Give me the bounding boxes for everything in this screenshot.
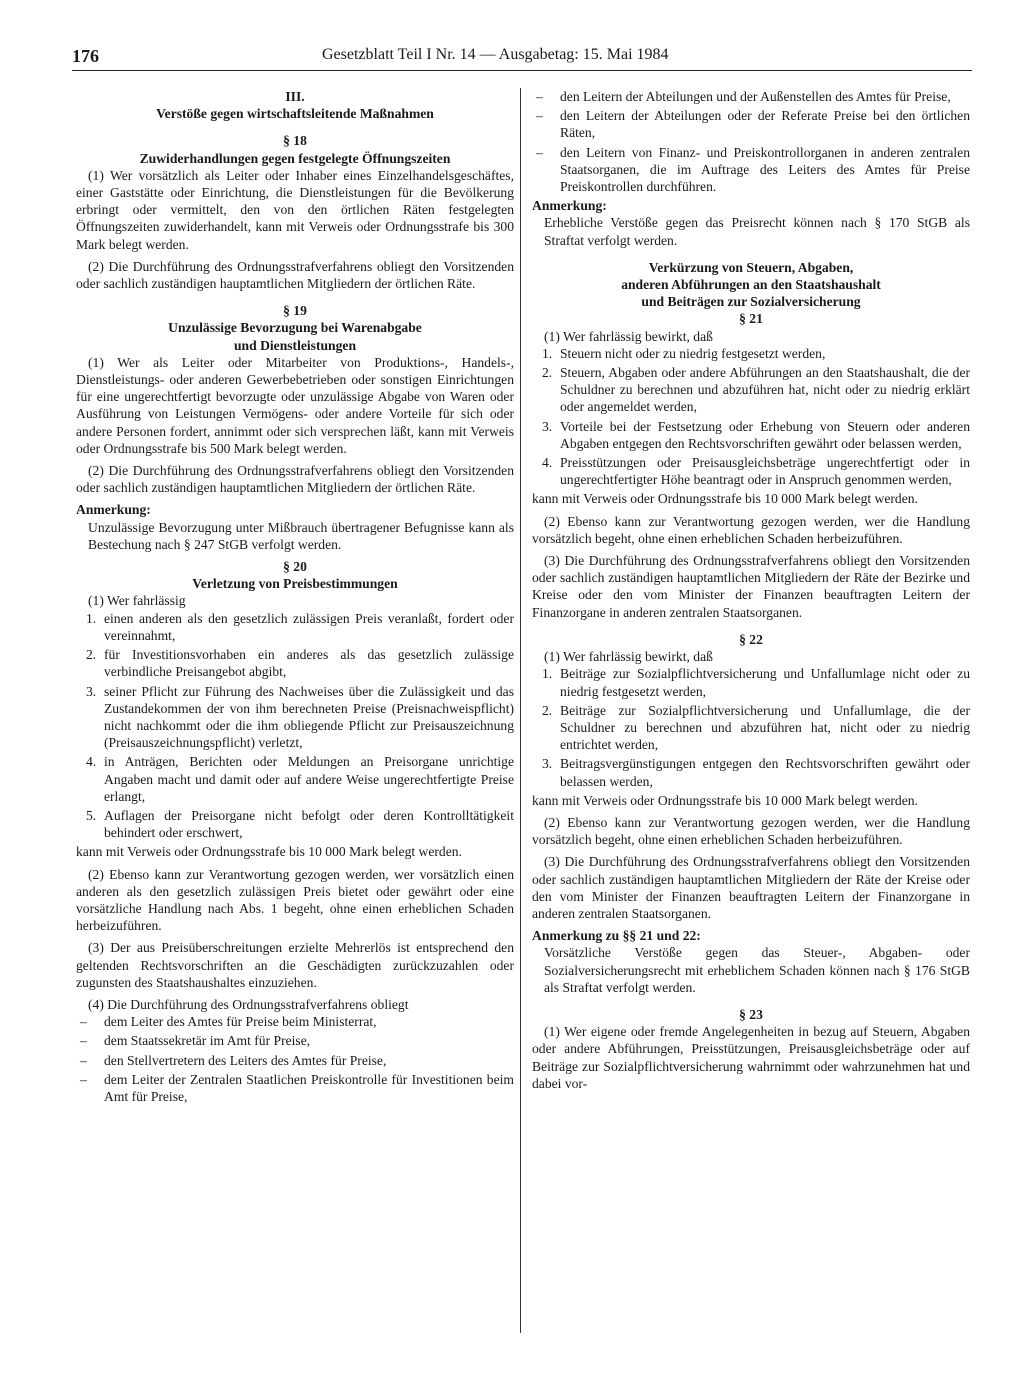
list-item-text: den Leitern von Finanz- und Preiskontrollorganen in anderen zentralen Staatsorganen, die im Auftrage des Leiters des Amtes für Preise Preiskontrollen durchführen.	[560, 144, 970, 195]
section-21-number: § 21	[739, 311, 763, 327]
section-20-paragraph-2: (2) Ebenso kann zur Verantwortung gezogen werden, wer vorsätzlich einen anderen als den gesetzlich zulässigen Preis bietet oder gewährt oder eine vorsätzliche Handlung nach Abs. 1 begeht, ohne einen erheblichen Schaden herbeizuführen.	[76, 866, 514, 934]
section-19-number: § 19	[283, 303, 307, 319]
section-23-number: § 23	[739, 1006, 763, 1022]
list-item	[76, 753, 514, 805]
list-item-text: in Anträgen, Berichten oder Meldungen an Preisorgane unrichtige Angaben macht und damit oder auf andere Weise ungerechtfertigte Preise erlangt,	[104, 754, 514, 804]
list-item	[532, 364, 970, 416]
list-item-text: Beiträge zur Sozialpflichtversicherung und Unfallumlage nicht oder zu niedrig festgesetzt werden,	[560, 666, 970, 699]
list-item-number: 2.	[86, 647, 97, 663]
list-item-number: 1.	[542, 345, 553, 361]
section-20-item-list	[76, 610, 514, 842]
list-item	[76, 610, 514, 644]
list-item	[76, 1032, 514, 1049]
list-item	[76, 683, 514, 752]
section-21-paragraph-2: (2) Ebenso kann zur Verantwortung gezogen werden, wer die Handlung vorsätzlich begeht, ohne einen erheblichen Schaden herbeizuführen.	[532, 513, 970, 546]
section-22-number: § 22	[739, 631, 763, 647]
page-header	[72, 46, 972, 71]
column-divider	[520, 88, 521, 1333]
section-20-paragraph-3: (3) Der aus Preisüberschreitungen erzielte Mehrerlös ist entsprechend den geltenden Rechtsvorschriften an die Geschädigten zurückzuzahlen oder zugunsten des Staatshaushaltes einzuziehen.	[76, 940, 514, 990]
list-item-number: 2.	[542, 702, 553, 718]
dash-bullet: –	[80, 1071, 87, 1087]
section-19-paragraph-1: (1) Wer als Leiter oder Mitarbeiter von Produktions-, Handels-, Dienstleistungs- oder anderen Gewerbebetrieben oder sonstigen Einrichtungen für eine ungerechtfertigt bevorzugte oder unzulässige Abgabe von Waren oder Ausführung von Leistungen Vermögens- oder andere Vorteile für sich oder andere Personen fordert, annimmt oder sich versprechen läßt, kann mit Verweis oder Ordnungsstrafe bis 500 Mark belegt werden.	[76, 354, 514, 456]
subsection-title-line-1: Verkürzung von Steuern, Abgaben,	[648, 259, 854, 275]
list-item-text: dem Leiter des Amtes für Preise beim Ministerrat,	[104, 1014, 377, 1030]
list-item-text: Steuern, Abgaben oder andere Abführungen an den Staatshaushalt, die der Schuldner zu berechnen und abzuführen hat, nicht oder zu niedrig erklärt oder angemeldet werden,	[560, 365, 970, 415]
list-item-text: für Investitionsvorhaben ein anderes als das gesetzlich zulässige verbindliche Preisangebot abgibt,	[104, 647, 514, 680]
list-item-text: Beitragsvergünstigungen entgegen den Rechtsvorschriften gewährt oder belassen werden,	[560, 756, 970, 789]
list-item-number: 3.	[542, 756, 553, 772]
list-item-text: seiner Pflicht zur Führung des Nachweises über die Zulässigkeit und das Zustandekommen der von ihm berechneten Preise (Preisnachweispflicht) nicht nachkommt oder die ihm obliegende Pflicht zur Preisauszeichnung (Preisauszeichnungspflicht) verletzt,	[104, 683, 514, 751]
list-item-text: Preisstützungen oder Preisausgleichsbeträge ungerechtfertigt oder in ungerechtfertigter Höhe beantragt oder in Anspruch genommen werden,	[560, 455, 970, 488]
section-22-item-list	[532, 665, 970, 789]
gazette-title: Gesetzblatt Teil I Nr. 14 — Ausgabetag: 15. Mai 1984	[322, 46, 669, 63]
note-text: Erhebliche Verstöße gegen das Preisrecht können nach § 170 StGB als Straftat verfolgt werden.	[544, 215, 970, 248]
section-21-intro: (1) Wer fahrlässig bewirkt, daß	[544, 328, 713, 344]
right-column	[532, 88, 970, 1092]
section-20-penalty: kann mit Verweis oder Ordnungsstrafe bis 10 000 Mark belegt werden.	[76, 844, 462, 860]
list-item-number: 2.	[542, 365, 553, 381]
list-item	[76, 1013, 514, 1030]
subsection-title-line-2: anderen Abführungen an den Staatshaushalt	[621, 277, 881, 293]
section-20-intro: (1) Wer fahrlässig	[88, 593, 186, 609]
dash-bullet: –	[80, 1033, 87, 1049]
list-item	[532, 418, 970, 452]
list-item-text: den Leitern der Abteilungen und der Außenstellen des Amtes für Preise,	[560, 89, 951, 104]
section-22-paragraph-2: (2) Ebenso kann zur Verantwortung gezogen werden, wer die Handlung vorsätzlich begeht, ohne einen erheblichen Schaden herbeizuführen.	[532, 814, 970, 848]
section-19-note-text: Unzulässige Bevorzugung unter Mißbrauch übertragener Befugnisse kann als Bestechung nach § 247 StGB verfolgt werden.	[88, 519, 514, 552]
list-item-number: 1.	[86, 610, 97, 626]
list-item-text: den Leitern der Abteilungen oder der Referate Preise bei den örtlichen Räten,	[560, 108, 970, 141]
list-item	[76, 1071, 514, 1105]
list-item	[76, 646, 514, 680]
authority-list-continued	[532, 88, 970, 195]
section-19-paragraph-2: (2) Die Durchführung des Ordnungsstrafverfahrens obliegt den Vorsitzenden oder sachlich zuständigen hauptamtlichen Mitgliedern der örtlichen Räte.	[76, 463, 514, 496]
list-item-text: den Stellvertretern des Leiters des Amtes für Preise,	[104, 1052, 387, 1068]
subsection-title-line-3: und Beiträgen zur Sozialversicherung	[641, 294, 861, 310]
list-item	[532, 665, 970, 699]
list-item-text: dem Staatssekretär im Amt für Preise,	[104, 1033, 311, 1049]
section-22-paragraph-3: (3) Die Durchführung des Ordnungsstrafverfahrens obliegt den Vorsitzenden oder sachlich zuständigen hauptamtlichen Mitgliedern der Räte der Kreise oder den vom Minister der Finanzen beauftragten Leitern der Finanzorgane in anderen zentralen Staatsorganen.	[532, 854, 970, 921]
list-item-text: Vorteile bei der Festsetzung oder Erhebung von Steuern oder anderen Abgaben entgegen den Rechtsvorschriften gewährt oder belassen werden,	[560, 418, 970, 451]
note-21-22-label: Anmerkung zu §§ 21 und 22:	[532, 928, 701, 944]
section-21-item-list	[532, 345, 970, 489]
list-item	[532, 88, 970, 105]
list-item	[532, 345, 970, 362]
section-20-paragraph-4: (4) Die Durchführung des Ordnungsstrafverfahrens obliegt	[88, 996, 409, 1012]
page-number: 176	[72, 46, 99, 66]
left-column	[76, 88, 514, 1107]
section-18-paragraph-2: (2) Die Durchführung des Ordnungsstrafverfahrens obliegt den Vorsitzenden oder sachlich zuständigen hauptamtlichen Mitgliedern der örtlichen Räte.	[76, 258, 514, 292]
list-item	[76, 807, 514, 841]
list-item-number: 3.	[542, 418, 553, 434]
list-item	[532, 107, 970, 141]
list-item	[532, 755, 970, 789]
list-item-number: 5.	[86, 807, 97, 823]
section-23-paragraph-1: (1) Wer eigene oder fremde Angelegenheiten in bezug auf Steuern, Abgaben oder andere Abführungen, Preisstützungen, Preisausgleichsbeträge oder auf Beiträge zur Sozialpflichtversicherung wahrnimmt oder wahrzunehmen hat und dabei vor-	[532, 1024, 970, 1091]
section-18-number: § 18	[283, 133, 307, 149]
list-item-text: einen anderen als den gesetzlich zulässigen Preis veranlaßt, fordert oder vereinnahmt,	[104, 610, 514, 643]
section-22-intro: (1) Wer fahrlässig bewirkt, daß	[544, 649, 713, 665]
section-19-title-line-2: und Dienstleistungen	[234, 337, 356, 353]
dash-bullet: –	[536, 144, 543, 160]
list-item-number: 4.	[86, 754, 97, 770]
section-21-penalty: kann mit Verweis oder Ordnungsstrafe bis 10 000 Mark belegt werden.	[532, 491, 918, 507]
list-item-text: Steuern nicht oder zu niedrig festgesetzt werden,	[560, 345, 826, 361]
list-item	[532, 454, 970, 488]
part-heading: Verstöße gegen wirtschaftsleitende Maßnahmen	[156, 106, 434, 122]
list-item-number: 3.	[86, 683, 97, 699]
list-item	[532, 702, 970, 754]
section-22-penalty: kann mit Verweis oder Ordnungsstrafe bis 10 000 Mark belegt werden.	[532, 792, 918, 808]
section-18-title: Zuwiderhandlungen gegen festgelegte Öffnungszeiten	[139, 150, 451, 166]
section-21-paragraph-3: (3) Die Durchführung des Ordnungsstrafverfahrens obliegt den Vorsitzenden oder sachlich zuständigen hauptamtlichen Mitgliedern der Räte der Bezirke und Kreise oder den vom Minister der Finanzen beauftragten Leitern der Finanzorgane in anderen zentralen Staatsorganen.	[532, 553, 970, 620]
note-label: Anmerkung:	[532, 198, 607, 214]
list-item-text: Beiträge zur Sozialpflichtversicherung und Unfallumlage, die der Schuldner zu berechnen und abzuführen hat, nicht oder zu niedrig entrichtet werden,	[560, 702, 970, 753]
list-item-text: Auflagen der Preisorgane nicht befolgt oder deren Kontrolltätigkeit behindert oder erschwert,	[104, 807, 514, 841]
note-21-22-text: Vorsätzliche Verstöße gegen das Steuer-, Abgaben- oder Sozialversicherungsrecht mit erheblichem Schaden können nach § 176 StGB als Straftat verfolgt werden.	[544, 945, 970, 995]
list-item-text: dem Leiter der Zentralen Staatlichen Preiskontrolle für Investitionen beim Amt für Preise,	[104, 1071, 514, 1104]
section-18-paragraph-1: (1) Wer vorsätzlich als Leiter oder Inhaber eines Einzelhandelsgeschäftes, einer Gaststätte oder Einrichtung, die Dienstleistungen für die Bevölkerung erbringt oder vermittelt, den von den örtlichen Räten festgelegten Öffnungszeiten zuwiderhandelt, kann mit Verweis oder Ordnungsstrafe bis 300 Mark belegt werden.	[76, 167, 514, 252]
dash-bullet: –	[80, 1014, 87, 1030]
dash-bullet: –	[80, 1052, 87, 1068]
section-19-title-line-1: Unzulässige Bevorzugung bei Warenabgabe	[168, 320, 422, 336]
section-20-number: § 20	[283, 559, 307, 575]
dash-bullet: –	[536, 108, 543, 124]
section-20-authority-list	[76, 1013, 514, 1105]
part-number: III.	[285, 89, 305, 104]
list-item-number: 4.	[542, 455, 553, 471]
section-19-note-label: Anmerkung:	[76, 502, 151, 518]
dash-bullet: –	[536, 89, 543, 104]
section-20-title: Verletzung von Preisbestimmungen	[192, 576, 398, 592]
list-item-number: 1.	[542, 666, 553, 682]
list-item	[76, 1052, 514, 1069]
list-item	[532, 144, 970, 196]
